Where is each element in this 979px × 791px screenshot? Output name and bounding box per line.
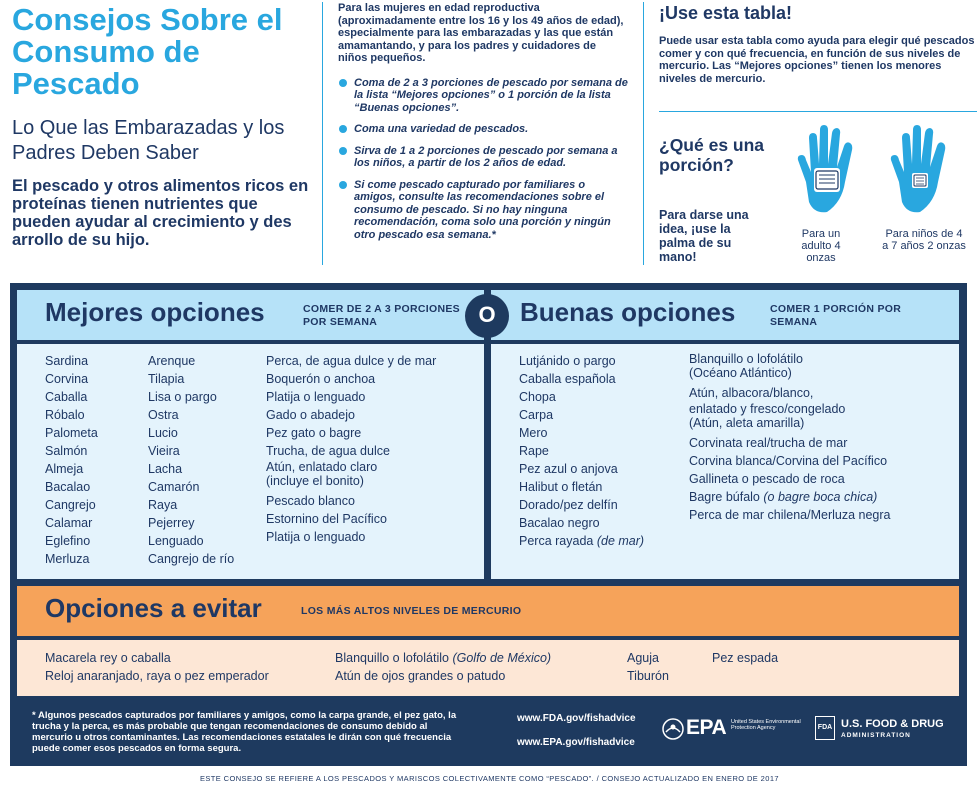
list-item: Eglefino: [45, 534, 91, 548]
good-col-1: [519, 352, 644, 550]
list-item: Bagre búfalo (o bagre boca chica): [689, 490, 878, 504]
disclaimer-line: ESTE CONSEJO SE REFIERE A LOS PESCADOS Y MARISCOS COLECTIVAMENTE COMO “PESCADO”. / CONSEJO ACTUALIZADO EN ENERO DE 2017: [200, 774, 779, 783]
list-item: Lisa o pargo: [148, 390, 217, 404]
list-item: Ostra: [148, 408, 179, 422]
child-caption: Para niños de 4 a 7 años 2 onzas: [882, 228, 966, 252]
best-col-1: [45, 352, 98, 568]
good-choices-list: [491, 344, 959, 579]
list-item: Lenguado: [148, 534, 204, 548]
list-item: Macarela rey o caballa: [45, 651, 171, 665]
fda-name: U.S. FOOD & DRUG: [841, 718, 944, 730]
use-table-title: ¡Use esta tabla!: [659, 3, 793, 23]
list-item: Atún de ojos grandes o patudo: [335, 669, 506, 683]
page-subtitle: Lo Que las Embarazadas y los Padres Deben Saber: [12, 117, 285, 164]
list-item: Chopa: [519, 390, 556, 404]
list-item: Camarón: [148, 480, 200, 494]
epa-flower-icon: [662, 718, 684, 740]
good-choices-header: [491, 290, 959, 340]
portion-text: Para darse una idea, ¡use la palma de su mano!: [659, 208, 749, 264]
footnote: * Algunos pescados capturados por familiares y amigos, como la carpa grande, el pez gato, la trucha y la perca, es más probable que tengan recomendaciones de consumo debido al mercurio u otros contaminantes. Las recomendaciones estatales le dirán con qué frecuencia puede comer esos pescados en forma segura.: [32, 710, 457, 754]
list-item: Róbalo: [45, 408, 85, 422]
intro-text: El pescado y otros alimentos ricos en proteínas tienen nutrientes que pueden ayudar al crecimiento y des arrollo de su hijo.: [12, 177, 309, 249]
bullet-icon: [339, 125, 347, 133]
list-item: Coma de 2 a 3 porciones de pescado por semana de la lista “Mejores opciones” o 1 porción de la lista “Buenas opciones”.: [338, 77, 628, 115]
list-item: Coma una variedad de pescados.: [338, 123, 628, 136]
list-item: Platija o lenguado: [266, 390, 366, 404]
list-item: Salmón: [45, 444, 88, 458]
avoid-col-3: [627, 649, 669, 685]
list-item: Gado o abadejo: [266, 408, 355, 422]
list-item: Rape: [519, 444, 549, 458]
list-item: Almeja: [45, 462, 84, 476]
epa-url-link[interactable]: www.EPA.gov/fishadvice: [517, 737, 635, 748]
fda-badge: FDA: [815, 716, 835, 740]
avoid-col-2: [335, 649, 551, 685]
best-choices-list: [17, 344, 484, 579]
child-hand-icon: [885, 124, 955, 219]
avoid-subtitle: LOS MÁS ALTOS NIVELES DE MERCURIO: [301, 605, 522, 617]
list-item: Vieira: [148, 444, 180, 458]
list-item: Atún, albacora/blanco,: [689, 386, 814, 400]
list-item: Tiburón: [627, 669, 669, 683]
list-item: Halibut o fletán: [519, 480, 603, 494]
bullet-icon: [339, 181, 347, 189]
list-item: Tilapia: [148, 372, 185, 386]
list-item: Cangrejo: [45, 498, 96, 512]
fda-subname: ADMINISTRATION: [841, 732, 911, 739]
good-choices-frequency: COMER 1 PORCIÓN POR SEMANA: [770, 303, 902, 328]
page-title: Consejos Sobre el Consumo de Pescado: [12, 2, 283, 101]
list-item: (incluye el bonito): [266, 474, 364, 488]
list-item: Gallineta o pescado de roca: [689, 472, 845, 486]
list-item: Mero: [519, 426, 548, 440]
list-item: Estornino del Pacífico: [266, 512, 387, 526]
list-item: Sardina: [45, 354, 89, 368]
list-item: (Atún, aleta amarilla): [689, 416, 805, 430]
list-item: Calamar: [45, 516, 93, 530]
list-item: Pez azul o anjova: [519, 462, 618, 476]
avoid-header: [17, 586, 959, 636]
list-item: Raya: [148, 498, 178, 512]
list-item: Corvina blanca/Corvina del Pacífico: [689, 454, 888, 468]
recommendations-column: [338, 2, 628, 250]
list-item: Boquerón o anchoa: [266, 372, 376, 386]
epa-wordmark: EPA: [686, 716, 727, 739]
list-item: Si come pescado capturado por familiares o amigos, consulte las recomendaciones sobre el consumo de pescado. Si no hay ninguna recomendación, coma solo una porción y ningún otro pescado esa semana.*: [338, 179, 628, 242]
list-item: Carpa: [519, 408, 554, 422]
list-item: Blanquillo o lofolátilo: [689, 352, 803, 366]
list-item: Perca, de agua dulce y de mar: [266, 354, 437, 368]
list-item: Atún, enlatado claro: [266, 460, 378, 474]
audience-text: Para las mujeres en edad reproductiva (aproximadamente entre los 16 y los 49 años de edad), especialmente para las embarazadas y las que están amamantando, y para los padres y cuidadores de niños pequeños.: [338, 2, 624, 64]
adult-caption: Para un adulto 4 onzas: [801, 228, 841, 264]
recommendations-list: [338, 77, 628, 242]
avoid-title: Opciones a evitar: [45, 593, 262, 623]
avoid-list: [17, 640, 959, 696]
list-item: Merluza: [45, 552, 90, 566]
divider-right: [643, 2, 644, 265]
fda-url-link[interactable]: www.FDA.gov/fishadvice: [517, 713, 636, 724]
bullet-icon: [339, 147, 347, 155]
list-item: Corvinata real/trucha de mar: [689, 436, 848, 450]
list-item: (Océano Atlántico): [689, 366, 792, 380]
list-item: Lacha: [148, 462, 183, 476]
list-item: Dorado/pez delfín: [519, 498, 618, 512]
best-choices-frequency: COMER DE 2 A 3 PORCIONES POR SEMANA: [303, 303, 460, 328]
best-choices-header: [17, 290, 484, 340]
epa-agency-name: United States Environmental Protection Agency: [731, 719, 801, 731]
list-item: Pescado blanco: [266, 494, 355, 508]
list-item: Perca rayada (de mar): [519, 534, 645, 548]
best-col-2: [148, 352, 234, 568]
list-item: Pejerrey: [148, 516, 195, 530]
list-item: Perca de mar chilena/Merluza negra: [689, 508, 891, 522]
avoid-col-1: [45, 649, 269, 685]
list-item: Corvina: [45, 372, 89, 386]
list-item: Lutjánido o pargo: [519, 354, 616, 368]
list-item: Lucio: [148, 426, 178, 440]
divider-horizontal: [659, 111, 977, 112]
list-item: Platija o lenguado: [266, 530, 366, 544]
adult-hand-icon: [792, 124, 862, 219]
list-item: Bacalao negro: [519, 516, 600, 530]
best-col-3: [266, 352, 436, 546]
list-item: enlatado y fresco/congelado: [689, 402, 846, 416]
list-item: Pez gato o bagre: [266, 426, 362, 440]
list-item: Arenque: [148, 354, 196, 368]
list-item: Blanquillo o lofolátilo (Golfo de México): [335, 651, 552, 665]
best-choices-title: Mejores opciones: [45, 297, 265, 327]
list-item: Pez espada: [712, 651, 779, 665]
portion-title: ¿Qué es una porción?: [659, 135, 765, 175]
avoid-col-4: [712, 649, 778, 667]
divider-left: [322, 2, 323, 265]
list-item: Aguja: [627, 651, 659, 665]
list-item: Cangrejo de río: [148, 552, 235, 566]
list-item: Caballa española: [519, 372, 616, 386]
list-item: Caballa: [45, 390, 88, 404]
list-item: Palometa: [45, 426, 98, 440]
list-item: Sirva de 1 a 2 porciones de pescado por semana a los niños, a partir de los 2 años de edad.: [338, 145, 628, 170]
good-col-2: [689, 352, 891, 524]
list-item: Trucha, de agua dulce: [266, 444, 390, 458]
list-item: Bacalao: [45, 480, 91, 494]
list-item: Reloj anaranjado, raya o pez emperador: [45, 669, 269, 683]
or-connector: O: [465, 294, 509, 338]
bullet-icon: [339, 79, 347, 87]
good-choices-title: Buenas opciones: [520, 297, 736, 327]
use-table-text: Puede usar esta tabla como ayuda para elegir qué pescados comer y con qué frecuencia, en función de sus niveles de mercurio. Las “Mejores opciones” tienen los menores niveles de mercurio.: [659, 35, 975, 85]
